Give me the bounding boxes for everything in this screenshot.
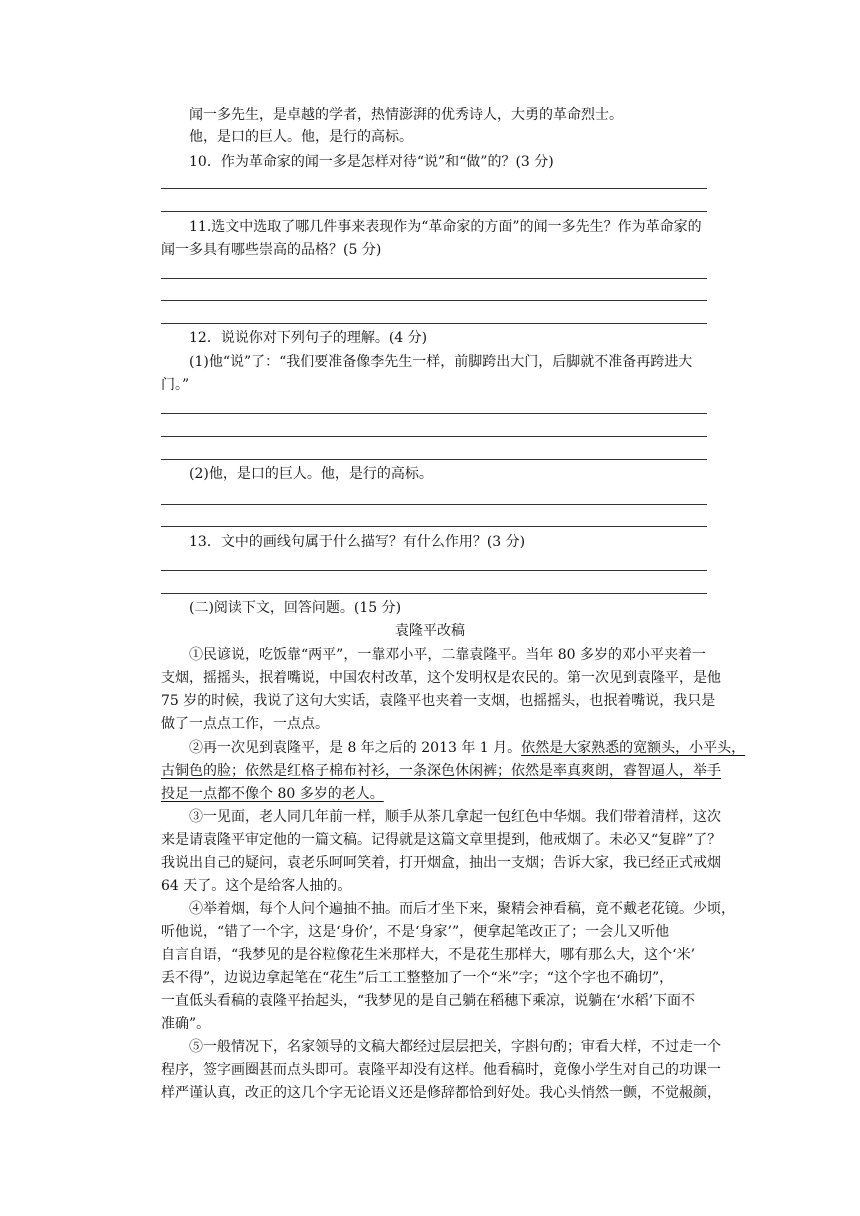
paragraph-1-line: ①民谚说，吃饭靠“两平”，一靠邓小平，二靠袁隆平。当年 80 多岁的邓小平夹着一 [189,647,707,663]
question-11-line-1: 11.选文中选取了哪几件事来表现作为“革命家的方面”的闻一多先生？作为革命家的 [189,219,702,235]
question-12-stem: 12．说说你对下列句子的理解。(4 分) [189,330,428,346]
paragraph-4-line: ④举着烟，每个人问个遍抽不抽。而后才坐下来，聚精会神看稿，竟不戴老花镜。少顷， [189,901,735,917]
question-10: 10．作为革命家的闻一多是怎样对待“说”和“做”的？(3 分) [189,154,554,170]
answer-line[interactable] [161,413,707,414]
paragraph-5-line: 程序，签字画圈甚而点头即可。袁隆平却没有这样。他看稿时，竟像小学生对自己的功课一 [161,1062,721,1078]
answer-line[interactable] [161,459,707,460]
underlined-sentence: 古铜色的脸；依然是红格子棉布衬衫，一条深色休闲裤；依然是率真爽朗，睿智逼人，举手 [161,763,721,779]
section-2-heading: (二)阅读下文，回答问题。(15 分) [189,600,402,616]
paragraph-3-line: 我说出自己的疑问，袁老乐呵呵笑着，打开烟盒，抽出一支烟；告诉大家，我已经正式戒烟 [161,855,721,871]
paragraph-5-line: ⑤一般情况下，名家领导的文稿大都经过层层把关，字斟句酌；审看大样，不过走一个 [189,1039,721,1055]
paragraph-2-line-3 [161,783,731,805]
answer-line[interactable] [161,211,707,212]
answer-line[interactable] [161,593,707,594]
intro-line-2: 他，是口的巨人。他，是行的高标。 [189,129,413,145]
paragraph-3-line: ③一见面，老人同几年前一样，顺手从茶几拿起一包红色中华烟。我们带着清样，这次 [189,809,721,825]
paragraph-4-line: 听他说，“错了一个字，这是‘身价’，不是‘身家’”，便拿起笔改正了；一会儿又听他 [161,924,670,940]
answer-line[interactable] [161,570,707,571]
answer-line[interactable] [161,436,707,437]
answer-line[interactable] [161,278,707,279]
paragraph-2-line-1 [161,737,746,759]
paragraph-3-line: 来是请袁隆平审定他的一篇文稿。记得就是这篇文章里提到，他戒烟了。未必又“复辟”了？ [161,832,722,848]
paragraph-4-line: 自言自语，“我梦见的是谷粒像花生米那样大，不是花生那样大，哪有那么大，这个‘米’ [161,947,696,963]
underlined-sentence: 依然是大家熟悉的宽额头，小平头， [521,740,746,756]
article-title: 袁隆平改稿 [395,623,465,639]
intro-line-1: 闻一多先生，是卓越的学者，热情澎湃的优秀诗人，大勇的革命烈士。 [189,107,623,123]
answer-line[interactable] [161,504,707,505]
question-12-sub1-line-2: 门。” [161,377,190,393]
paragraph-2-line-2 [161,760,731,782]
paragraph-1-line: 支烟，摇摇头，抿着嘴说，中国农村改革，这个发明权是农民的。第一次见到袁隆平，是他 [161,670,721,686]
paragraph-2-text: ②再一次见到袁隆平，是 8 年之后的 2013 年 1 月。 [189,740,522,756]
answer-line[interactable] [161,300,707,301]
paragraph-1-line: 75 岁的时候，我说了这句大实话，袁隆平也夹着一支烟，也摇摇头，也抿着嘴说，我只是 [161,693,716,709]
question-11-line-2: 闻一多具有哪些崇高的品格？(5 分) [161,242,382,258]
answer-line[interactable] [161,526,707,527]
paragraph-3-line: 64 天了。这个是给客人抽的。 [161,878,352,894]
underlined-sentence: 投足一点都不像个 80 多岁的老人。 [161,786,384,802]
question-12-sub1-line-1: (1)他“说”了：“我们要准备像李先生一样，前脚跨出大门，后脚就不准备再跨进大 [189,354,693,370]
paragraph-1-line: 做了一点点工作，一点点。 [161,716,329,732]
answer-line[interactable] [161,188,707,189]
paragraph-4-line: 丢不得”，边说边拿起笔在“花生”后工工整整加了一个“米”字；“这个字也不确切”， [161,970,674,986]
answer-line[interactable] [161,323,707,324]
paragraph-4-line: 一直低头看稿的袁隆平抬起头，“我梦见的是自己躺在稻穗下乘凉，说躺在‘水稻’下面不 [161,993,696,1009]
paragraph-5-line: 样严谨认真，改正的这几个字无论语义还是修辞都恰到好处。我心头悄然一颤，不觉赧颜， [161,1085,721,1101]
question-12-sub2: (2)他，是口的巨人。他，是行的高标。 [189,466,433,482]
question-13: 13．文中的画线句属于什么描写？有什么作用？(3 分) [189,534,526,550]
paragraph-4-line: 准确”。 [161,1016,211,1032]
